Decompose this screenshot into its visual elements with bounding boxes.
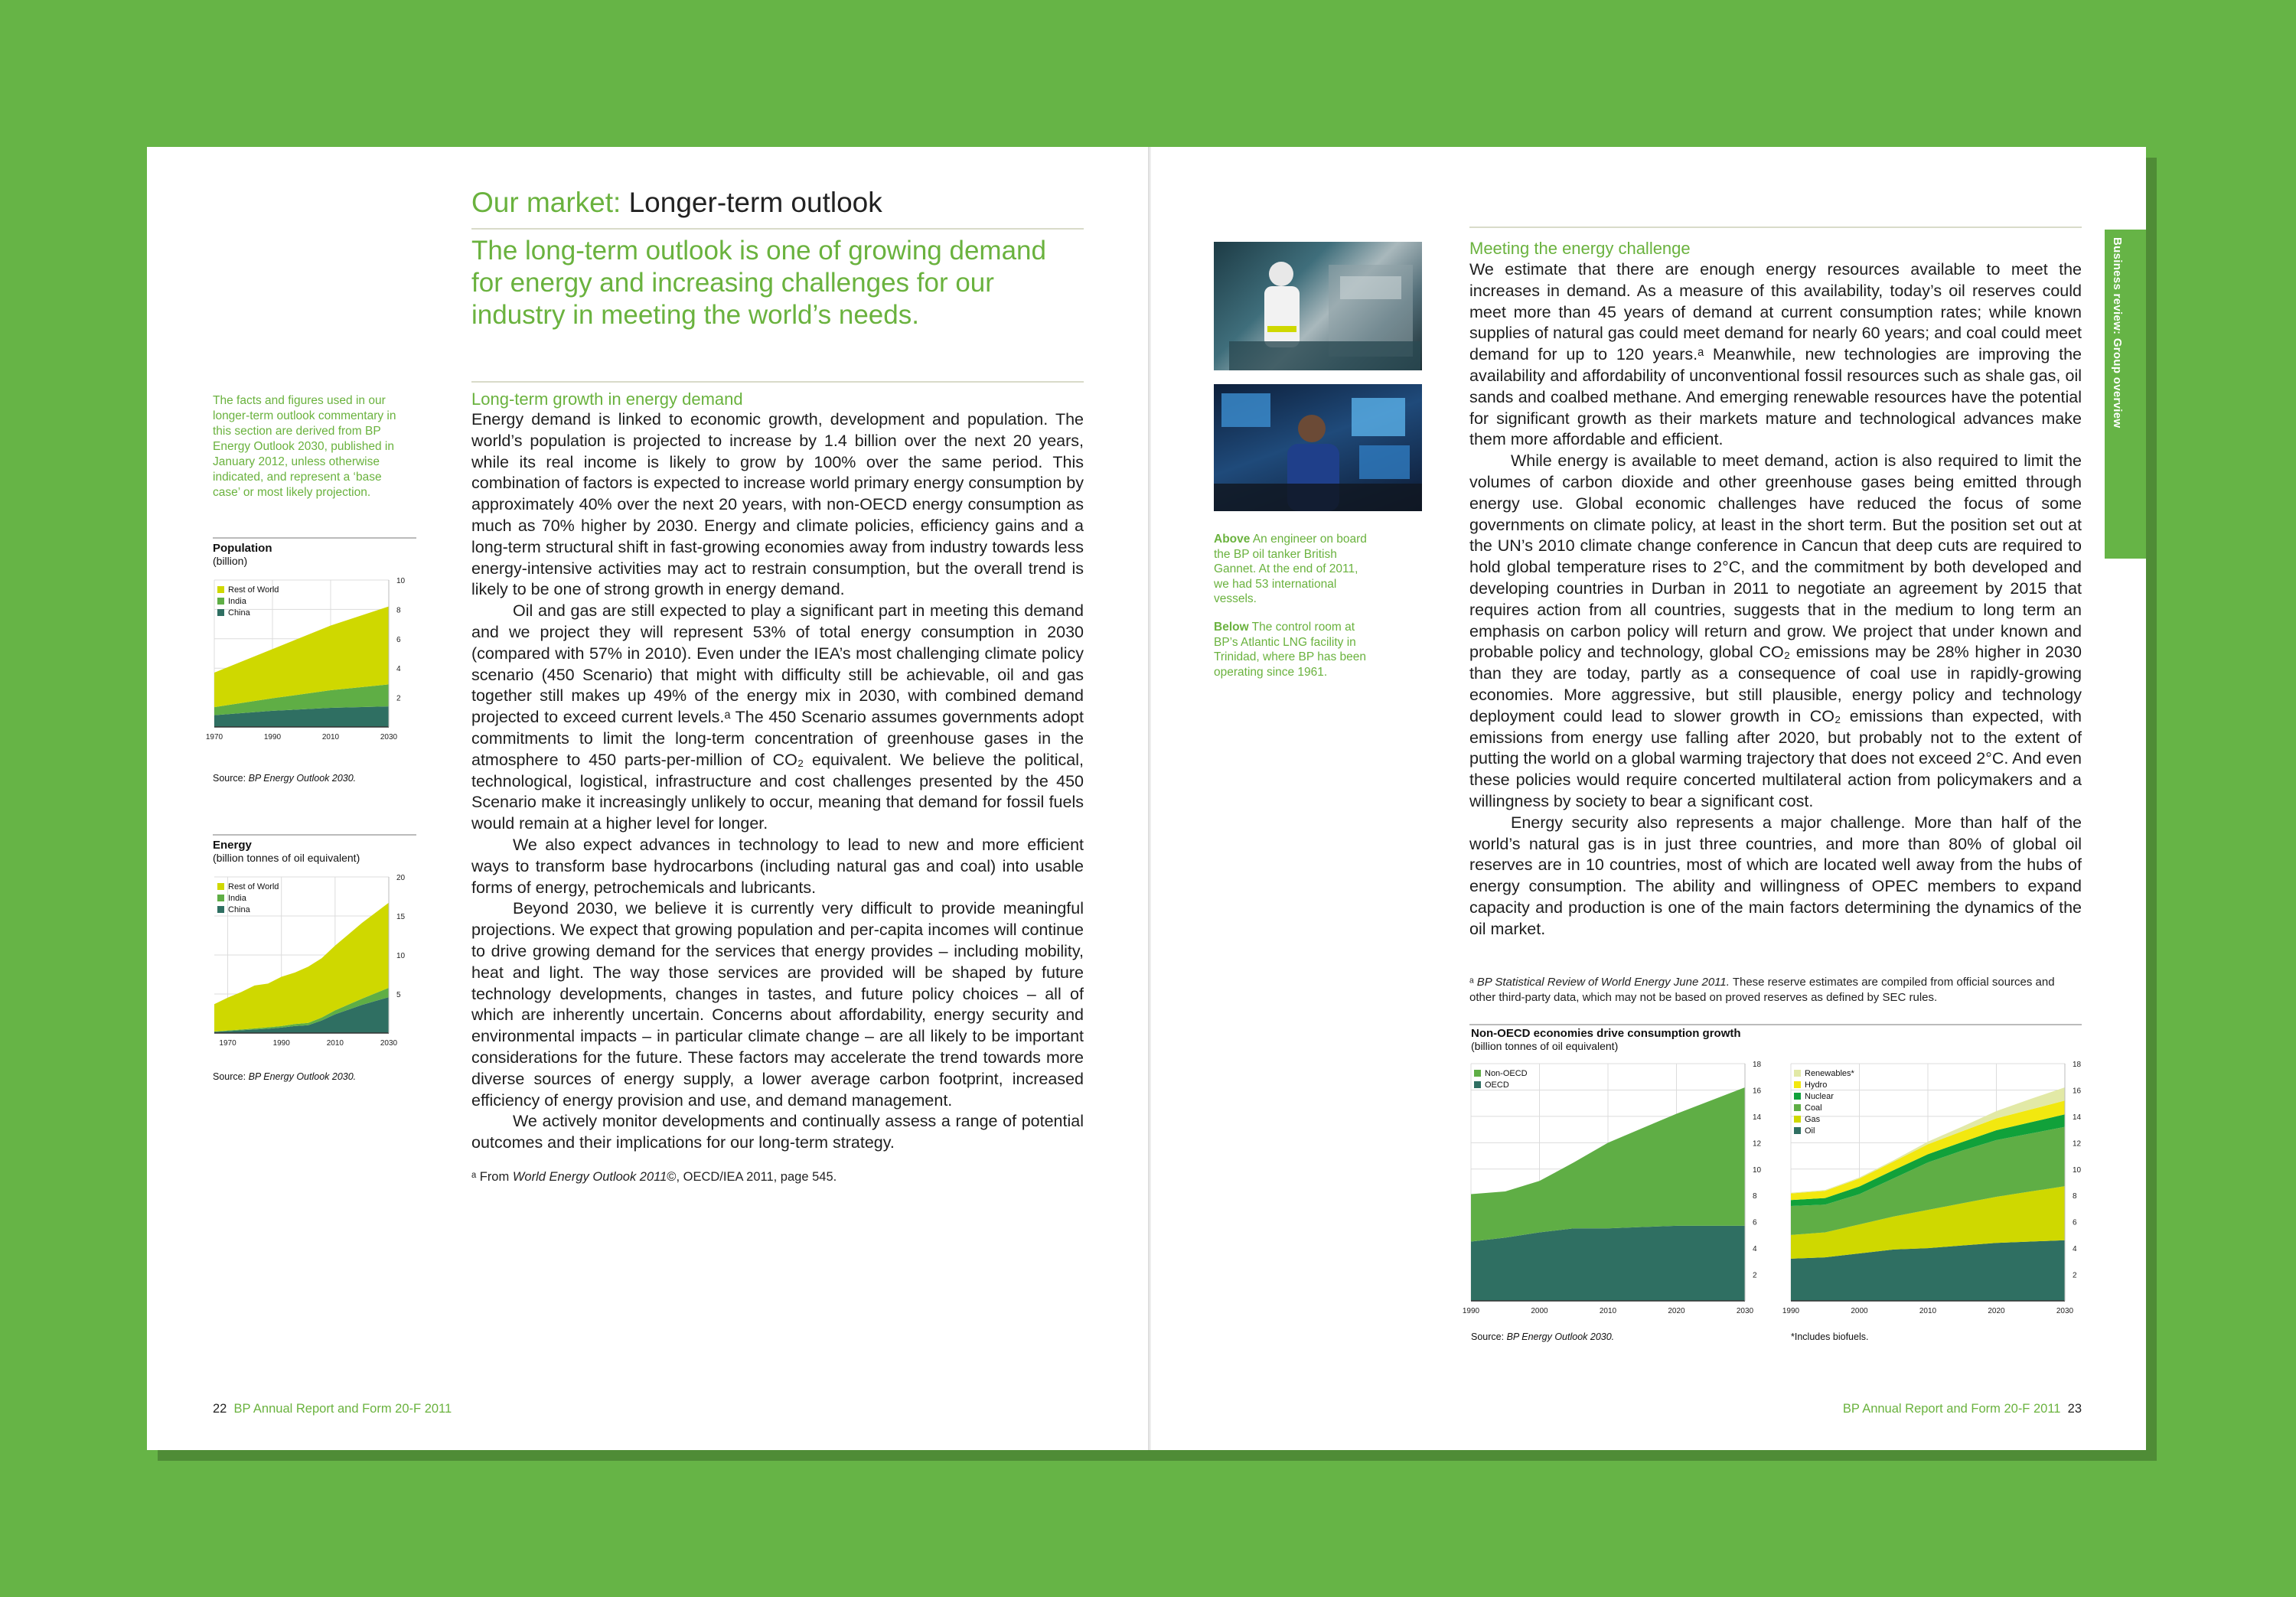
y-tick-label: 18	[1753, 1061, 1762, 1069]
chart3-source-text: BP Energy Outlook 2030.	[1506, 1331, 1615, 1342]
right-footnote	[1469, 975, 2082, 1005]
y-tick-label: 6	[396, 635, 401, 644]
chart1-source-text: BP Energy Outlook 2030.	[248, 773, 357, 784]
x-tick-label: 2010	[1919, 1307, 1937, 1315]
legend-label-india: India	[228, 597, 246, 606]
y-tick-label: 6	[1753, 1218, 1757, 1227]
chart2-rule	[213, 834, 416, 836]
right-paragraph: Energy security also represents a major challenge. More than half of the world’s natural gas is in just three countries, and more than 80% of global oil reserves are in 10 countries, most of which are located well away from the hubs of energy consumption. The ability and willingness of OPEC members to expand capacity and production is one of the main factors determining the dynamics of the oil market.	[1469, 813, 2082, 938]
legend-swatch-rest-of-world	[217, 586, 224, 593]
intro-rule	[471, 381, 1084, 383]
title-rule	[471, 228, 1084, 230]
chart3-source	[1471, 1331, 1614, 1342]
control-room-art	[1214, 384, 1422, 511]
engineer-photo-art	[1214, 242, 1422, 370]
x-tick-label: 2020	[1668, 1307, 1685, 1315]
legend-label-nuclear: Nuclear	[1805, 1092, 1834, 1101]
population-chart	[205, 575, 433, 744]
chart3-title: Non-OECD economies drive consumption growth	[1471, 1027, 1741, 1040]
chart1-title: Population	[213, 542, 272, 555]
section-tab	[2105, 230, 2146, 559]
left-body	[471, 389, 1084, 1185]
section-tab-label: Business review: Group overview	[2111, 237, 2124, 429]
y-tick-label: 18	[2073, 1061, 2082, 1069]
chart1-header	[213, 542, 272, 567]
y-tick-label: 10	[2073, 1165, 2082, 1175]
y-tick-label: 14	[2073, 1113, 2082, 1122]
y-tick-label: 2	[2073, 1271, 2077, 1280]
legend-label-oil: Oil	[1805, 1126, 1815, 1136]
y-tick-label: 20	[396, 874, 406, 882]
right-body	[1469, 238, 2082, 940]
right-chart-rule	[1469, 1024, 2082, 1025]
x-tick-label: 2030	[2056, 1307, 2074, 1315]
caption-above	[1214, 532, 1367, 607]
legend-label-rest-of-world: Rest of World	[228, 585, 279, 595]
legend-swatch-india	[217, 598, 224, 605]
legend-label-hydro: Hydro	[1805, 1080, 1828, 1090]
left-paragraph: Oil and gas are still expected to play a significant part in meeting this demand and we project they will represent 53% of total energy consumption in 2030 (compared with 57% in 2010). Even under the IEA’s most challenging climate policy scenario (450 Scenario) that might with difficulty still be achievable, oil and gas together still makes up 49% of the energy mix in 2030, with combined demand projected to exceed current levels.ᵃ The 450 Scenario assumes governments adopt commitments to limit the long-term concentration of greenhouse gases in the atmosphere to 450 parts-per-million of CO₂ equivalent. We believe the political, technological, logistical, infrastructure and cost challenges presented by the 450 Scenario make it increasingly unlikely to occur, meaning that demand for fossil fuels would remain at a higher level for longer.	[471, 601, 1084, 833]
chart2-title: Energy	[213, 839, 252, 852]
caption-below-text: The control room at BP’s Atlantic LNG facility in Trinidad, where BP has been operating since 1961.	[1214, 621, 1367, 679]
left-footnote-title: World Energy Outlook 2011	[512, 1169, 667, 1184]
y-tick-label: 2	[1753, 1271, 1757, 1280]
left-footnote-pre: From	[479, 1169, 513, 1184]
legend-label-gas: Gas	[1805, 1115, 1821, 1124]
legend-swatch-gas	[1794, 1116, 1801, 1123]
y-tick-label: 10	[1753, 1165, 1762, 1175]
chart3-source-label: Source:	[1471, 1331, 1507, 1342]
legend-label-renewables: Renewables*	[1805, 1069, 1854, 1078]
y-tick-label: 10	[396, 952, 406, 960]
report-spread	[147, 147, 2146, 1450]
x-tick-label: 2030	[380, 733, 398, 741]
y-tick-label: 8	[2073, 1192, 2077, 1201]
right-subhead: Meeting the energy challenge	[1469, 239, 1691, 258]
x-tick-label: 2010	[1599, 1307, 1617, 1315]
x-tick-label: 1990	[263, 733, 282, 741]
legend-swatch-rest-of-world	[217, 883, 224, 890]
right-top-rule	[1469, 227, 2082, 228]
legend-label-india: India	[228, 894, 246, 903]
legend-swatch-nuclear	[1794, 1093, 1801, 1100]
chart1-source	[213, 773, 356, 784]
caption-below-label: Below	[1214, 621, 1249, 634]
legend-swatch-coal	[1794, 1104, 1801, 1111]
y-tick-label: 16	[2073, 1087, 2082, 1096]
left-footnote-mark: ᵃ	[471, 1169, 477, 1184]
left-paragraph: We also expect advances in technology to lead to new and more efficient ways to transform base hydrocarbons (including natural gas and coal) into usable forms of energy, petrochemicals and lubricants.	[471, 835, 1084, 897]
caption-above-label: Above	[1214, 533, 1251, 546]
x-tick-label: 1990	[1462, 1307, 1480, 1315]
chart1-subtitle: (billion)	[213, 555, 248, 567]
page-number: 23	[2067, 1402, 2082, 1416]
left-paragraph: We actively monitor developments and continually assess a range of potential outcomes and their implications for our long-term strategy.	[471, 1112, 1084, 1152]
title-text: Longer-term outlook	[628, 187, 882, 218]
caption-above-text: An engineer on board the BP oil tanker British Gannet. At the end of 2011, we had 53 international vessels.	[1214, 533, 1367, 605]
y-tick-label: 4	[1753, 1245, 1757, 1254]
chart2-subtitle: (billion tonnes of oil equivalent)	[213, 852, 360, 864]
left-paragraph: Beyond 2030, we believe it is currently very difficult to provide meaningful projections. We expect that growing population and per-capita incomes will continue to drive growing demand for the services that energy provides – including mobility, heat and light. The way those services are provided will be shaped by future technology developments, changes in tastes, and future policy choices – all of which are inherently uncertain. Concerns about affordability, energy security and environmental impacts – in particular climate change – are all likely to be important considerations for the future. These factors may accelerate the trend towards more diverse sources of energy supply, a lower average carbon footprint, increased efficiency of energy provision and use, and demand management.	[471, 899, 1084, 1110]
energy-mix-chart	[1782, 1059, 2095, 1316]
x-tick-label: 2030	[380, 1039, 398, 1048]
x-tick-label: 2010	[321, 733, 340, 741]
left-subhead: Long-term growth in energy demand	[471, 389, 743, 409]
legend-swatch-india	[217, 895, 224, 901]
energy-chart	[211, 872, 433, 1047]
legend-swatch-non-oecd	[1474, 1070, 1481, 1077]
engineer-photo	[1214, 242, 1422, 370]
chart2-header	[213, 839, 360, 864]
chart2-source-text: BP Energy Outlook 2030.	[248, 1071, 357, 1082]
y-tick-label: 8	[1753, 1192, 1757, 1201]
left-paragraph: Energy demand is linked to economic growth, development and population. The world’s population is projected to increase by 1.4 billion over the next 20 years, while its real income is likely to grow by 100% over the same period. This combination of factors is expected to increase world primary energy consumption by approximately 40% over the next 20 years, with non-OECD energy consumption as much as 70% higher by 2030. Energy and climate policies, efficiency gains and a long-term structural shift in fast-growing economies away from industry towards less energy-intensive activities may act to restrain consumption, but the overall trend is likely to be one of strong growth in energy demand.	[471, 410, 1084, 599]
left-footnote-post: ©, OECD/IEA 2011, page 545.	[667, 1169, 837, 1184]
chart3-subtitle: (billion tonnes of oil equivalent)	[1471, 1040, 1619, 1052]
legend-swatch-renewables	[1794, 1070, 1801, 1077]
right-footnote-mark: ᵃ	[1469, 976, 1474, 989]
x-tick-label: 1970	[205, 733, 223, 741]
y-tick-label: 2	[396, 694, 401, 703]
x-tick-label: 2030	[1736, 1307, 1754, 1315]
legend-swatch-hydro	[1794, 1081, 1801, 1088]
chart2-source-label: Source:	[213, 1071, 249, 1082]
x-tick-label: 2020	[1988, 1307, 2005, 1315]
legend-label-oecd: OECD	[1485, 1080, 1509, 1090]
left-footnote	[471, 1169, 1084, 1185]
chart1-source-label: Source:	[213, 773, 249, 784]
x-tick-label: 1990	[272, 1039, 290, 1048]
y-tick-label: 14	[1753, 1113, 1762, 1122]
chart2-source	[213, 1071, 356, 1082]
right-paragraph: We estimate that there are enough energy resources available to meet the increases in demand. As a measure of this availability, today’s oil reserves could meet more than 45 years of demand at current consumption rates; while known supplies of natural gas could meet demand for nearly 60 years; and coal could meet demand for up to 120 years.ᵃ Meanwhile, new technologies are improving the availability and affordability of unconventional fossil resources such as shale gas, oil sands and coalbed methane. And emerging renewable resources have the potential for significant growth as their markets mature and technological advances make them more affordable and efficient.	[1469, 260, 2082, 449]
control-room-photo	[1214, 384, 1422, 511]
area-oecd	[1471, 1226, 1745, 1301]
y-tick-label: 4	[396, 665, 401, 674]
x-tick-label: 1970	[219, 1039, 236, 1048]
right-paragraph: While energy is available to meet demand, action is also required to limit the volumes of carbon dioxide and other greenhouse gases being emitted through energy use. Global economic challenges have reduced the focus of some governments on climate policy, at least in the short term. But the position set out at the UN’s 2010 climate change conference in Cancun that deep cuts are required to hold global temperature rises to 2°C, and the commitment by both developed and developing countries in Durban in 2011 to negotiate an agreement by 2015 that requires action from all countries, suggests that in the medium to long term an emphasis on carbon policy will return and grow. We project that under known and probable policy and technology, global CO₂ emissions may be 28% higher in 2030 than they are today, partly as a consequence of coal use in rapidly-growing economies. More aggressive, but still plausible, energy policy and technology deployment could lead to slower growth in CO₂ emissions than expected, with emissions from energy use falling after 2020, but probably not to the extent of putting the world on a global warming trajectory that does not exceed 2°C. And even these policies would require concerted multilateral action from policymakers and a willingness by society to bear a significant cost.	[1469, 451, 2082, 810]
legend-label-coal: Coal	[1805, 1103, 1822, 1113]
page-number: 22	[213, 1402, 227, 1416]
folio-title: BP Annual Report and Form 20-F 2011	[1842, 1402, 2061, 1416]
y-tick-label: 16	[1753, 1087, 1762, 1096]
y-tick-label: 8	[396, 606, 401, 615]
y-tick-label: 12	[2073, 1139, 2082, 1149]
page-gutter	[1148, 147, 1151, 1450]
x-tick-label: 2000	[1531, 1307, 1548, 1315]
x-tick-label: 1990	[1782, 1307, 1800, 1315]
right-folio	[1838, 1402, 2082, 1416]
legend-swatch-oil	[1794, 1127, 1801, 1134]
page-title	[471, 187, 882, 219]
non-oecd-chart	[1462, 1059, 1776, 1316]
folio-title: BP Annual Report and Form 20-F 2011	[233, 1402, 452, 1416]
left-folio	[213, 1402, 452, 1416]
legend-label-china: China	[228, 905, 250, 914]
legend-swatch-oecd	[1474, 1081, 1481, 1088]
y-tick-label: 4	[2073, 1245, 2077, 1254]
y-tick-label: 15	[396, 913, 406, 921]
legend-swatch-china	[217, 906, 224, 913]
y-tick-label: 5	[396, 991, 401, 999]
sidenote: The facts and figures used in our longer-term outlook commentary in this section are derived from BP Energy Outlook 2030, published in January 2012, unless otherwise indicated, and represent a ‘base case’ or most likely projection.	[213, 394, 396, 499]
y-tick-label: 6	[2073, 1218, 2077, 1227]
caption-below	[1214, 620, 1367, 680]
chart4-footnote: *Includes biofuels.	[1791, 1331, 1869, 1342]
y-tick-label: 12	[1753, 1139, 1762, 1149]
x-tick-label: 2010	[326, 1039, 344, 1048]
intro-text: The long-term outlook is one of growing demand for energy and increasing challenges for our industry in meeting the world’s needs.	[471, 236, 1046, 330]
section-label: Our market:	[471, 187, 621, 218]
x-tick-label: 2000	[1851, 1307, 1868, 1315]
legend-label-non-oecd: Non-OECD	[1485, 1069, 1528, 1078]
right-footnote-title: BP Statistical Review of World Energy June 2011.	[1476, 976, 1730, 989]
chart3-header	[1471, 1027, 1741, 1052]
y-tick-label: 10	[396, 577, 406, 585]
chart1-rule	[213, 537, 416, 539]
right-footnote-text: These reserve estimates are compiled from official sources and other third-party data, which may not be based on proved reserves as defined by SEC rules.	[1469, 976, 2055, 1004]
legend-label-rest-of-world: Rest of World	[228, 882, 279, 891]
legend-swatch-china	[217, 609, 224, 616]
legend-label-china: China	[228, 608, 250, 618]
